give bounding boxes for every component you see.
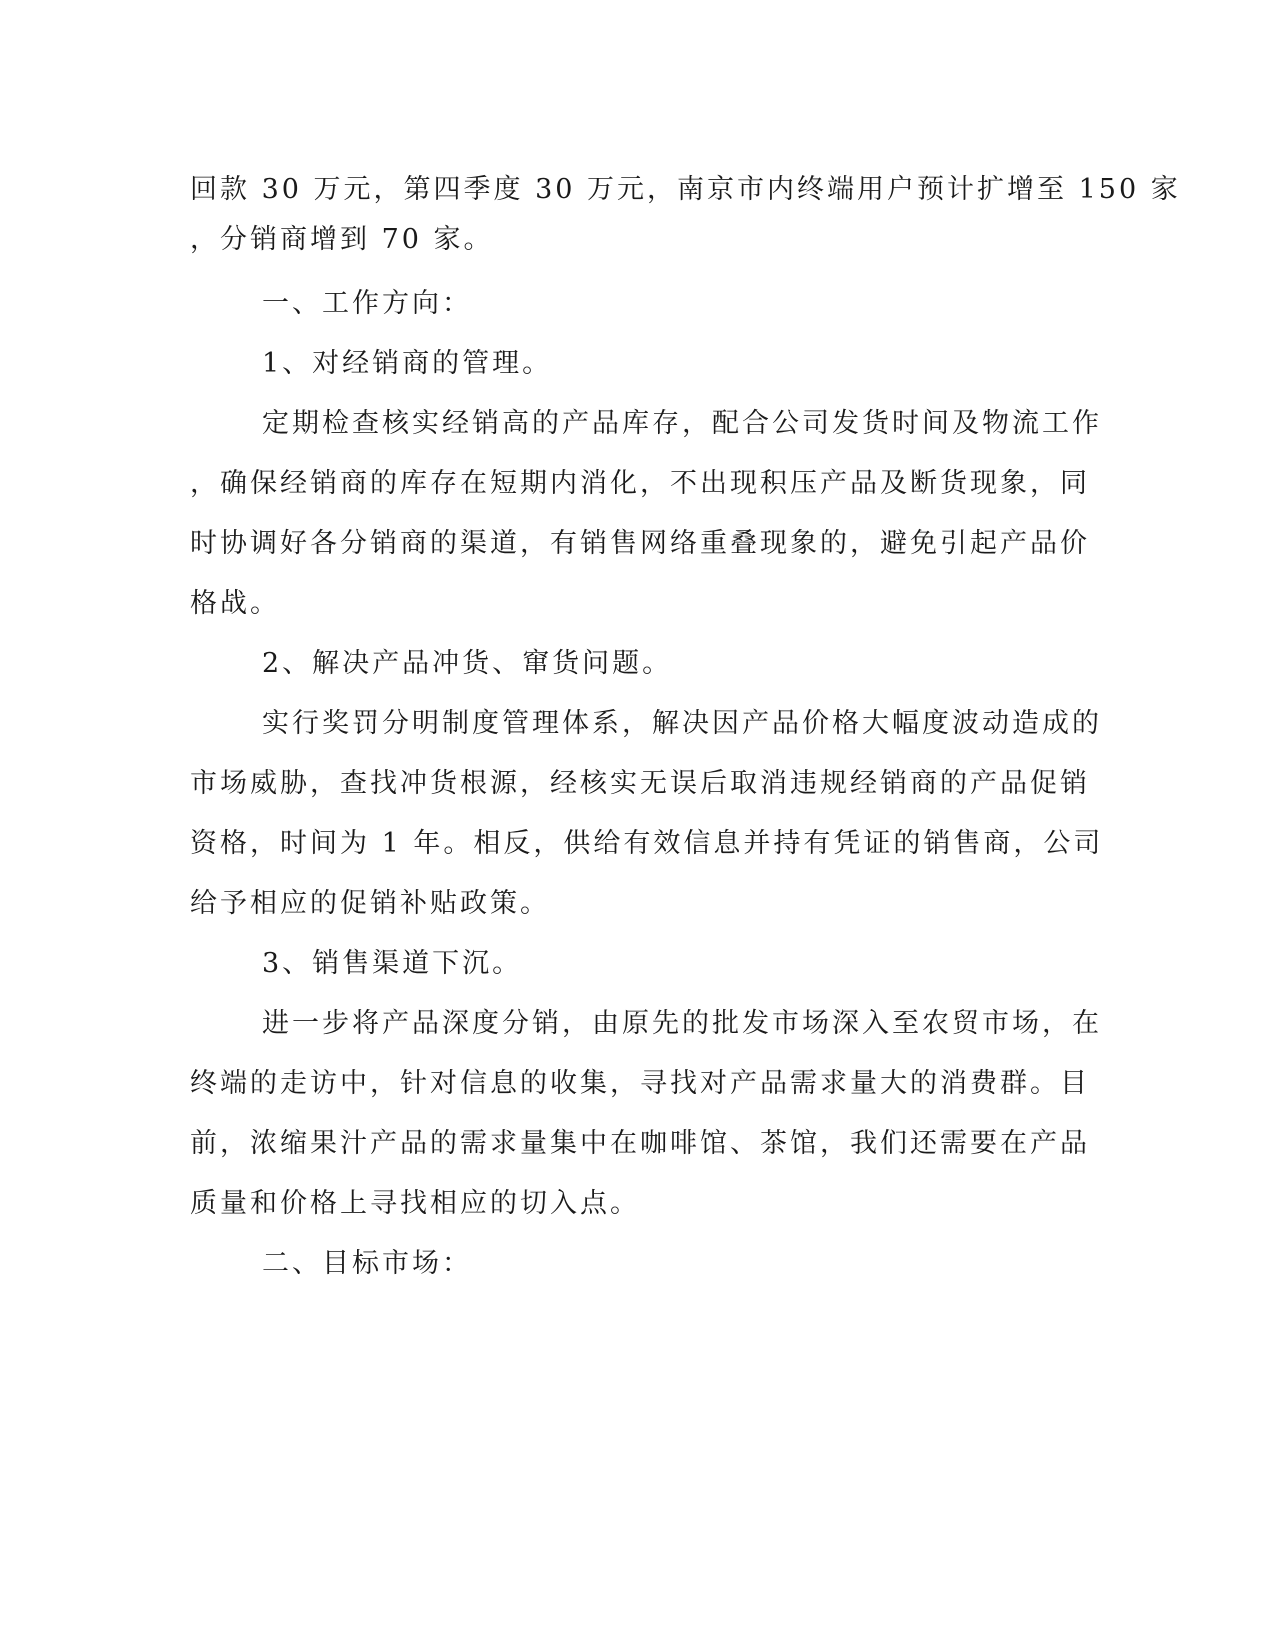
paragraph-line: ，确保经销商的库存在短期内消化，不出现积压产品及断货现象，同 bbox=[190, 468, 1090, 499]
paragraph-line: 回款 30 万元，第四季度 30 万元，南京市内终端用户预计扩增至 150 家 bbox=[190, 174, 1181, 205]
subsection-heading: 3、销售渠道下沉。 bbox=[262, 948, 523, 979]
paragraph-line: 进一步将产品深度分销，由原先的批发市场深入至农贸市场，在 bbox=[262, 1008, 1102, 1039]
paragraph-line: 质量和价格上寻找相应的切入点。 bbox=[190, 1188, 640, 1219]
section-heading: 一、工作方向： bbox=[262, 288, 472, 319]
subsection-heading: 1、对经销商的管理。 bbox=[262, 348, 553, 379]
paragraph-line: ，分销商增到 70 家。 bbox=[190, 224, 494, 255]
subsection-heading: 2、解决产品冲货、窜货问题。 bbox=[262, 648, 673, 679]
paragraph-line: 市场威胁，查找冲货根源，经核实无误后取消违规经销商的产品促销 bbox=[190, 768, 1090, 799]
paragraph-line: 资格，时间为 1 年。相反，供给有效信息并持有凭证的销售商，公司 bbox=[190, 828, 1104, 859]
paragraph-line: 定期检查核实经销高的产品库存，配合公司发货时间及物流工作 bbox=[262, 408, 1102, 439]
section-heading: 二、目标市场： bbox=[262, 1248, 472, 1279]
paragraph-line: 格战。 bbox=[190, 588, 280, 619]
paragraph-line: 终端的走访中，针对信息的收集，寻找对产品需求量大的消费群。目 bbox=[190, 1068, 1090, 1099]
paragraph-line: 时协调好各分销商的渠道，有销售网络重叠现象的，避免引起产品价 bbox=[190, 528, 1090, 559]
paragraph-line: 实行奖罚分明制度管理体系，解决因产品价格大幅度波动造成的 bbox=[262, 708, 1102, 739]
paragraph-line: 给予相应的促销补贴政策。 bbox=[190, 888, 550, 919]
paragraph-line: 前，浓缩果汁产品的需求量集中在咖啡馆、茶馆，我们还需要在产品 bbox=[190, 1128, 1090, 1159]
